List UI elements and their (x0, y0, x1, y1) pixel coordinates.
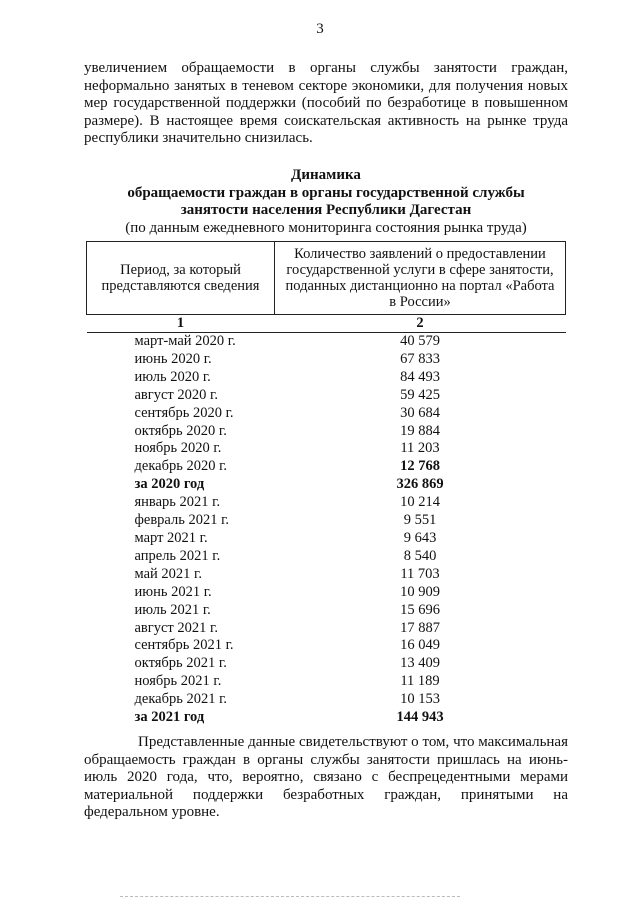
table-row (87, 655, 566, 673)
count-cell: 15 696 (400, 601, 440, 618)
period-cell: март-май 2020 г. (134, 333, 236, 349)
table-row (87, 602, 566, 620)
period-cell: январь 2021 г. (134, 494, 221, 511)
period-cell: июль 2021 г. (134, 601, 211, 618)
table-row (87, 494, 566, 512)
heading-line-3: занятости населения Республики Дагестан (180, 202, 472, 218)
table-row (87, 584, 566, 602)
heading-line-1: Динамика (291, 167, 361, 183)
table-header-row (87, 242, 566, 315)
table-row (87, 566, 566, 584)
footer-dotted-line (120, 896, 460, 897)
table-row (87, 458, 566, 476)
period-cell: май 2021 г. (134, 565, 202, 582)
period-cell: сентябрь 2020 г. (134, 404, 234, 421)
heading-line-4: (по данным ежедневного мониторинга состояния рынка труда) (125, 219, 527, 236)
period-cell: ноябрь 2020 г. (134, 440, 222, 457)
heading-line-2: обращаемости граждан в органы государственной службы (127, 184, 525, 201)
period-cell: июль 2020 г. (134, 368, 211, 385)
period-cell: июнь 2020 г. (134, 350, 212, 367)
period-cell: октябрь 2021 г. (134, 655, 227, 672)
count-cell: 144 943 (396, 709, 444, 726)
period-cell: апрель 2021 г. (134, 547, 221, 564)
count-cell: 30 684 (400, 404, 440, 421)
table-row (87, 440, 566, 458)
count-cell: 11 189 (400, 673, 440, 690)
table-row (87, 351, 566, 369)
period-cell: декабрь 2020 г. (134, 458, 228, 475)
period-cell: за 2020 год (134, 476, 205, 493)
count-cell: 59 425 (400, 386, 440, 403)
table-row (87, 405, 566, 423)
count-cell: 9 643 (403, 529, 437, 546)
count-cell: 10 909 (400, 583, 440, 600)
count-cell: 10 214 (400, 494, 440, 511)
count-cell: 11 703 (400, 565, 440, 582)
table-total-row (87, 709, 566, 727)
intro-paragraph: увеличением обращаемости в органы службы занятости граждан, неформально занятых в теневом секторе экономики, для получения новых мер государственной поддержки (пособий по безработице в повышенном размере). В настоящее время соискательская активность на рынке труда республики значительно снизилась. (84, 60, 568, 146)
period-cell: август 2020 г. (134, 386, 218, 403)
table-row (87, 637, 566, 655)
count-cell: 9 551 (403, 512, 437, 529)
period-cell: октябрь 2020 г. (134, 422, 227, 439)
col1-number: 1 (87, 315, 275, 333)
period-cell: за 2021 год (134, 709, 205, 726)
col2-header: Количество заявлений о предоставлении государственной услуги в сфере занятости, поданных дистанционно на портал «Работа в России» (275, 242, 566, 315)
count-cell: 10 153 (400, 691, 440, 708)
period-cell: март 2021 г. (134, 529, 208, 546)
table-number-row (87, 315, 566, 333)
applications-table (86, 241, 566, 727)
table-row (87, 333, 566, 351)
count-cell: 84 493 (400, 368, 440, 385)
page-number: 3 (316, 21, 324, 37)
table-heading (84, 167, 568, 237)
col1-header: Период, за который представляются сведения (87, 242, 275, 315)
table-row (87, 512, 566, 530)
table-body (87, 333, 566, 727)
period-cell: ноябрь 2021 г. (134, 673, 222, 690)
period-cell: сентябрь 2021 г. (134, 637, 234, 654)
table-total-row (87, 476, 566, 494)
table-row (87, 620, 566, 638)
count-cell: 8 540 (403, 547, 437, 564)
period-cell: август 2021 г. (134, 619, 218, 636)
period-cell: февраль 2021 г. (134, 512, 230, 529)
period-cell: июнь 2021 г. (134, 583, 212, 600)
count-cell: 13 409 (400, 655, 440, 672)
period-cell: декабрь 2021 г. (134, 691, 228, 708)
table-row (87, 369, 566, 387)
count-cell: 67 833 (400, 350, 440, 367)
table-row (87, 691, 566, 709)
count-cell: 40 579 (400, 333, 440, 349)
table-row (87, 387, 566, 405)
count-cell: 11 203 (400, 440, 440, 457)
table-row (87, 548, 566, 566)
table-row (87, 673, 566, 691)
count-cell: 17 887 (400, 619, 440, 636)
conclusion-paragraph: Представленные данные свидетельствуют о том, что максимальная обращаемость граждан в органы службы занятости пришлась на июнь-июль 2020 года, что, вероятно, связано с беспрецедентными мерами материальной поддержки безработных граждан, принятыми на федеральном уровне. (84, 734, 568, 820)
table-row (87, 530, 566, 548)
table-row (87, 423, 566, 441)
count-cell: 326 869 (396, 476, 444, 493)
count-cell: 16 049 (400, 637, 440, 654)
count-cell: 19 884 (400, 422, 440, 439)
count-cell: 12 768 (400, 458, 440, 475)
col2-number: 2 (275, 315, 566, 333)
